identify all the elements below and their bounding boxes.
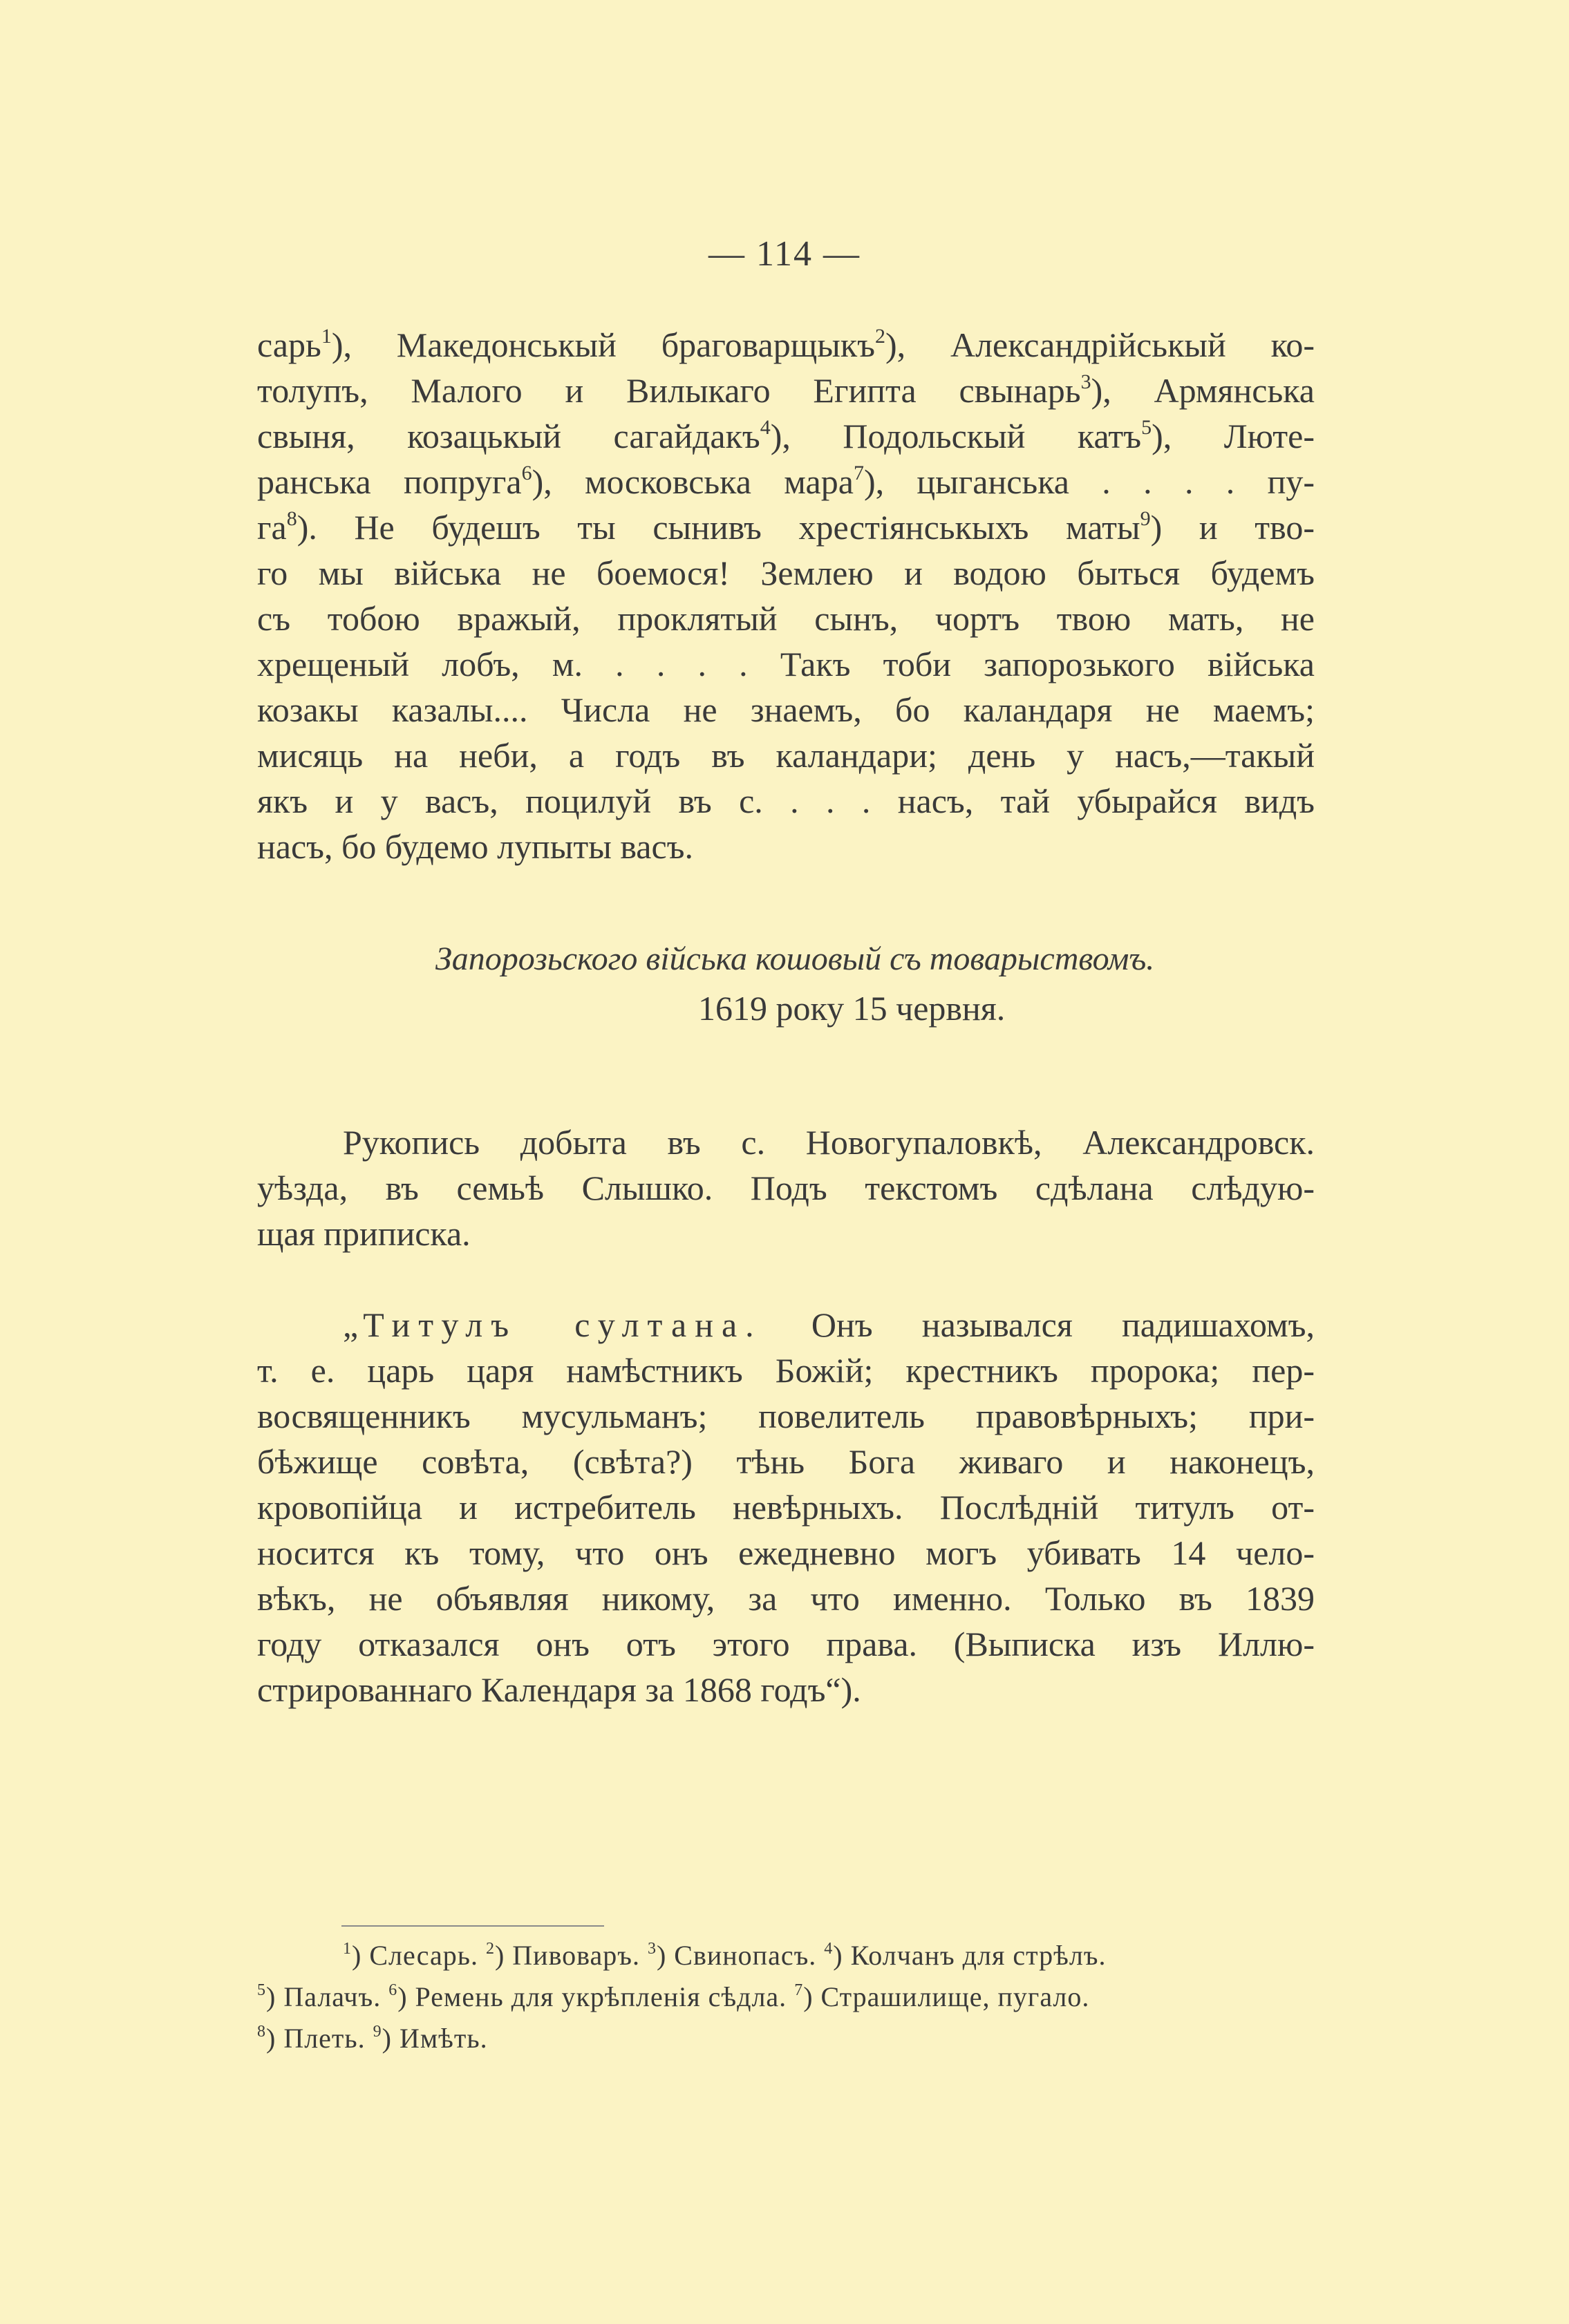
text-line: ранська попруга$^6$), московська мара$^7$), цыганська . . . . пу- bbox=[257, 462, 1315, 501]
text-line: вѣкъ, не объявляя никому, за что именно. Только въ 1839 bbox=[257, 1579, 1315, 1618]
text-line: восвященникъ мусульманъ; повелитель правовѣрныхъ; при- bbox=[257, 1397, 1315, 1435]
text-line: Рукопись добыта въ с. Новогупаловкѣ, Александровск. bbox=[343, 1123, 1315, 1162]
signature-date: 1619 року 15 червня. bbox=[698, 989, 1006, 1028]
footnote-ref: 6 bbox=[521, 462, 532, 484]
text-line: уѣзда, въ семьѣ Слышко. Подъ текстомъ сдѣлана слѣдую- bbox=[257, 1169, 1315, 1207]
text-line: стрированнаго Календаря за 1868 годъ“). bbox=[257, 1670, 861, 1709]
quote-heading: „Титулъ султана. bbox=[343, 1305, 762, 1344]
footnote-line: $^8$) Плеть. $^9$) Имѣть. bbox=[257, 2023, 488, 2054]
text-line: го мы війська не боемося! Землею и водою быться будемъ bbox=[257, 554, 1315, 592]
text-line: году отказался онъ отъ этого права. (Выписка изъ Иллю- bbox=[257, 1625, 1315, 1663]
text-line: свыня, козацькый сагайдакъ$^4$), Подольскый катъ$^5$), Люте- bbox=[257, 416, 1315, 455]
text-line: съ тобою вражый, проклятый сынъ, чортъ твою мать, не bbox=[257, 599, 1315, 638]
text-line: „Титулъ султана. Онъ назывался падишахомъ, bbox=[343, 1305, 1315, 1344]
page-number: — 114 — bbox=[708, 234, 861, 274]
footnote-line: $^5$) Палачъ. $^6$) Ремень для укрѣпленія сѣдла. $^7$) Страшилище, пугало. bbox=[257, 1981, 1090, 2012]
footnote-ref: 4 bbox=[760, 416, 771, 439]
footnote-ref: 3 bbox=[1080, 370, 1091, 393]
text-line: $га^8$). Не будешъ ты сынивъ хрестіянськыхъ маты$^9$) и тво- bbox=[257, 507, 1315, 547]
footnote-ref: 7 bbox=[853, 462, 864, 484]
text-line: хрещеный лобъ, м. . . . . Такъ тоби запорозького війська bbox=[257, 645, 1315, 683]
text-line: щая приписка. bbox=[257, 1214, 471, 1253]
footnote-line: $^1$) Слесарь. $^2$) Пивоваръ. $^3$) Свинопасъ. $^4$) Колчанъ для стрѣлъ. bbox=[343, 1940, 1107, 1971]
footnote-ref: 9 bbox=[1140, 507, 1151, 530]
text-line: толупъ, Малого и Вилыкаго Египта свынарь$^3$), Армянська bbox=[257, 370, 1315, 410]
text-line: носится къ тому, что онъ ежедневно могъ убивать 14 чело- bbox=[257, 1533, 1315, 1572]
footnote-ref: 5 bbox=[1141, 416, 1152, 439]
main-text bbox=[257, 322, 1315, 869]
quoted-appendix bbox=[257, 1302, 1315, 1712]
footnote-ref: 2 bbox=[874, 325, 885, 348]
footnote-divider bbox=[341, 1925, 604, 1927]
text-line: козакы казалы.... Числа не знаемъ, бо каландаря не маемъ; bbox=[257, 690, 1315, 729]
editorial-note bbox=[257, 1120, 1315, 1256]
text-line: насъ, бо будемо лупыты васъ. bbox=[257, 827, 694, 866]
footnotes bbox=[257, 1935, 1315, 2059]
text-line: кровопійца и истребитель невѣрныхъ. Послѣдній титулъ от- bbox=[257, 1488, 1315, 1527]
text-line: сарь$^1$), Македонськый браговарщыкъ$^2$), Александрійськый ко- bbox=[257, 325, 1315, 364]
text-line: якъ и у васъ, поцилуй въ с. . . . насъ, тай убырайся видъ bbox=[257, 782, 1315, 820]
footnote-ref: 8 bbox=[286, 507, 297, 530]
signature-line: Запорозьского війська кошовый съ товарыствомъ. bbox=[435, 941, 1155, 977]
text-line: бѣжище совѣта, (свѣта?) тѣнь Бога живаго и наконецъ, bbox=[257, 1442, 1315, 1481]
text-line: т. е. царь царя намѣстникъ Божій; крестникъ пророка; пер- bbox=[257, 1351, 1315, 1390]
footnote-ref: 1 bbox=[321, 325, 332, 348]
text-line: мисяць на неби, а годъ въ каландари; день у насъ,—такый bbox=[257, 736, 1315, 775]
